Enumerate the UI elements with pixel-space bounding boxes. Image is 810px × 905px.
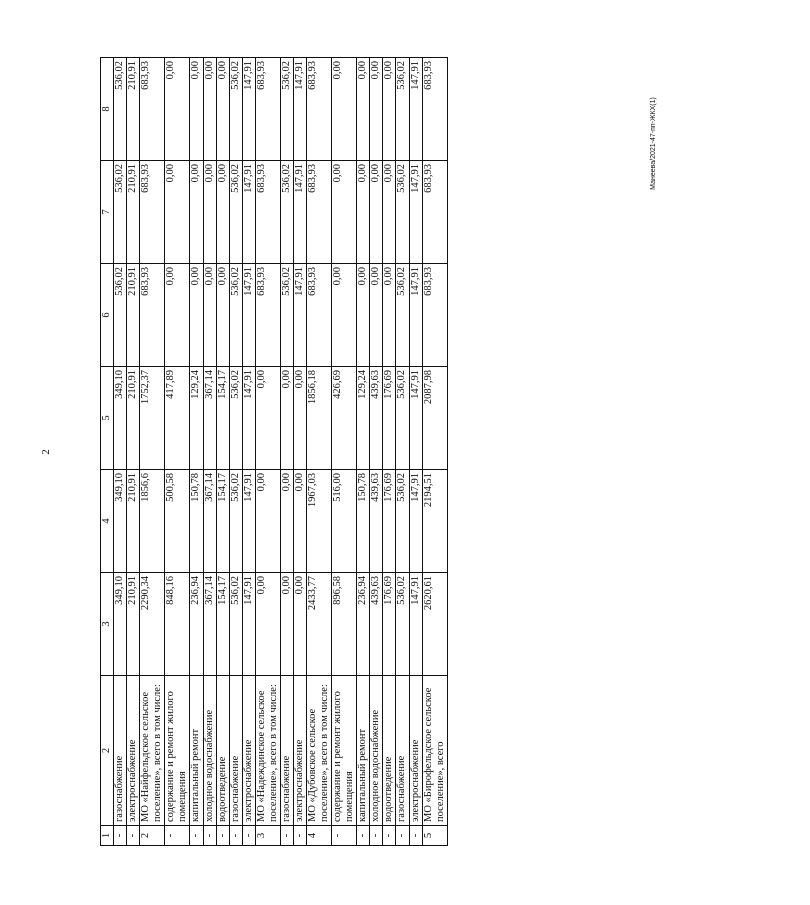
row-number: - bbox=[242, 826, 255, 846]
value-cell: 147,91 bbox=[293, 161, 306, 264]
value-cell: 0,00 bbox=[255, 470, 280, 573]
value-cell: 2620,61 bbox=[422, 573, 447, 676]
value-cell: 536,02 bbox=[229, 470, 242, 573]
value-cell: 154,17 bbox=[216, 470, 229, 573]
value-cell: 536,02 bbox=[229, 367, 242, 470]
value-cell: 439,63 bbox=[370, 573, 383, 676]
row-name: капитальный ремонт bbox=[357, 676, 370, 826]
value-cell: 150,78 bbox=[190, 470, 203, 573]
value-cell: 683,93 bbox=[422, 161, 447, 264]
value-cell: 536,02 bbox=[229, 58, 242, 161]
header-row bbox=[101, 58, 114, 846]
value-cell: 0,00 bbox=[332, 58, 357, 161]
value-cell: 536,02 bbox=[114, 58, 127, 161]
value-cell: 0,00 bbox=[216, 264, 229, 367]
value-cell: 536,02 bbox=[280, 264, 293, 367]
value-cell: 0,00 bbox=[280, 367, 293, 470]
row-number: 5 bbox=[422, 826, 447, 846]
value-cell: 147,91 bbox=[409, 58, 422, 161]
value-cell: 536,02 bbox=[396, 573, 409, 676]
row-number: - bbox=[409, 826, 422, 846]
row-number: 3 bbox=[255, 826, 280, 846]
value-cell: 349,10 bbox=[114, 573, 127, 676]
value-cell: 0,00 bbox=[383, 58, 396, 161]
data-table bbox=[100, 57, 448, 846]
row-number: - bbox=[190, 826, 203, 846]
value-cell: 683,93 bbox=[140, 58, 165, 161]
table-row bbox=[114, 58, 127, 846]
table-row bbox=[357, 58, 370, 846]
table-row bbox=[280, 58, 293, 846]
row-number: - bbox=[203, 826, 216, 846]
table-row bbox=[255, 58, 280, 846]
row-name: холодное водоснабжение bbox=[203, 676, 216, 826]
value-cell: 1856,18 bbox=[307, 367, 332, 470]
table-row bbox=[216, 58, 229, 846]
value-cell: 516,00 bbox=[332, 470, 357, 573]
table-row bbox=[190, 58, 203, 846]
value-cell: 0,00 bbox=[357, 161, 370, 264]
value-cell: 2290,34 bbox=[140, 573, 165, 676]
value-cell: 367,14 bbox=[203, 367, 216, 470]
value-cell: 0,00 bbox=[357, 58, 370, 161]
value-cell: 0,00 bbox=[280, 470, 293, 573]
row-name: электроснабжение bbox=[127, 676, 140, 826]
table-row bbox=[370, 58, 383, 846]
document-id: Манеева/2021-47-пп-ЖКХ(1) bbox=[649, 97, 657, 190]
row-name: МО «Бирофельдское сельское поселение», всего bbox=[422, 676, 447, 826]
value-cell: 147,91 bbox=[242, 161, 255, 264]
value-cell: 349,10 bbox=[114, 470, 127, 573]
row-number: - bbox=[383, 826, 396, 846]
value-cell: 1856,6 bbox=[140, 470, 165, 573]
table-rotated-container bbox=[100, 58, 810, 846]
row-name: водоотведение bbox=[216, 676, 229, 826]
value-cell: 0,00 bbox=[370, 264, 383, 367]
value-cell: 536,02 bbox=[396, 264, 409, 367]
value-cell: 426,69 bbox=[332, 367, 357, 470]
value-cell: 417,89 bbox=[165, 367, 190, 470]
value-cell: 683,93 bbox=[307, 161, 332, 264]
value-cell: 848,16 bbox=[165, 573, 190, 676]
table-row bbox=[396, 58, 409, 846]
row-name: МО «Дубовское сельское поселение», всего в том числе: bbox=[307, 676, 332, 826]
header-cell: 4 bbox=[101, 470, 114, 573]
value-cell: 0,00 bbox=[190, 161, 203, 264]
table-row bbox=[242, 58, 255, 846]
value-cell: 236,94 bbox=[190, 573, 203, 676]
value-cell: 439,63 bbox=[370, 367, 383, 470]
value-cell: 683,93 bbox=[255, 264, 280, 367]
row-name: газоснабжение bbox=[280, 676, 293, 826]
value-cell: 147,91 bbox=[293, 264, 306, 367]
row-name: электроснабжение bbox=[242, 676, 255, 826]
row-name: МО «Найфельдское сельское поселение», всего в том числе: bbox=[140, 676, 165, 826]
value-cell: 683,93 bbox=[422, 264, 447, 367]
row-number: - bbox=[280, 826, 293, 846]
row-name: газоснабжение bbox=[114, 676, 127, 826]
value-cell: 349,10 bbox=[114, 367, 127, 470]
value-cell: 147,91 bbox=[409, 573, 422, 676]
table-row bbox=[293, 58, 306, 846]
value-cell: 129,24 bbox=[357, 367, 370, 470]
value-cell: 500,58 bbox=[165, 470, 190, 573]
value-cell: 536,02 bbox=[114, 161, 127, 264]
table-row bbox=[409, 58, 422, 846]
row-name: электроснабжение bbox=[293, 676, 306, 826]
value-cell: 0,00 bbox=[255, 367, 280, 470]
value-cell: 367,14 bbox=[203, 470, 216, 573]
value-cell: 536,02 bbox=[280, 58, 293, 161]
row-name: водоотведение bbox=[383, 676, 396, 826]
value-cell: 0,00 bbox=[165, 58, 190, 161]
value-cell: 0,00 bbox=[216, 58, 229, 161]
value-cell: 210,91 bbox=[127, 58, 140, 161]
value-cell: 210,91 bbox=[127, 161, 140, 264]
value-cell: 0,00 bbox=[216, 161, 229, 264]
table-row bbox=[140, 58, 165, 846]
table-row bbox=[422, 58, 447, 846]
header-cell: 2 bbox=[101, 676, 114, 826]
row-number: 4 bbox=[307, 826, 332, 846]
value-cell: 536,02 bbox=[396, 58, 409, 161]
header-cell: 3 bbox=[101, 573, 114, 676]
value-cell: 0,00 bbox=[190, 58, 203, 161]
value-cell: 683,93 bbox=[140, 161, 165, 264]
row-name: электроснабжение bbox=[409, 676, 422, 826]
table-row bbox=[203, 58, 216, 846]
value-cell: 236,94 bbox=[357, 573, 370, 676]
row-number: - bbox=[396, 826, 409, 846]
table-row bbox=[165, 58, 190, 846]
value-cell: 683,93 bbox=[140, 264, 165, 367]
value-cell: 1967,03 bbox=[307, 470, 332, 573]
row-number: - bbox=[332, 826, 357, 846]
value-cell: 210,91 bbox=[127, 367, 140, 470]
value-cell: 0,00 bbox=[203, 58, 216, 161]
value-cell: 154,17 bbox=[216, 573, 229, 676]
row-name: газоснабжение bbox=[229, 676, 242, 826]
value-cell: 147,91 bbox=[242, 470, 255, 573]
page-number: 2 bbox=[39, 449, 52, 455]
value-cell: 0,00 bbox=[332, 264, 357, 367]
value-cell: 147,91 bbox=[409, 367, 422, 470]
row-number: - bbox=[127, 826, 140, 846]
value-cell: 536,02 bbox=[396, 161, 409, 264]
value-cell: 0,00 bbox=[370, 58, 383, 161]
value-cell: 0,00 bbox=[293, 573, 306, 676]
row-number: - bbox=[357, 826, 370, 846]
value-cell: 0,00 bbox=[370, 161, 383, 264]
row-name: холодное водоснабжение bbox=[370, 676, 383, 826]
value-cell: 2433,77 bbox=[307, 573, 332, 676]
value-cell: 683,93 bbox=[307, 58, 332, 161]
value-cell: 210,91 bbox=[127, 470, 140, 573]
value-cell: 536,02 bbox=[229, 264, 242, 367]
value-cell: 683,93 bbox=[307, 264, 332, 367]
value-cell: 0,00 bbox=[203, 264, 216, 367]
row-name: содержание и ремонт жилого помещения bbox=[165, 676, 190, 826]
value-cell: 0,00 bbox=[293, 470, 306, 573]
value-cell: 147,91 bbox=[242, 264, 255, 367]
value-cell: 210,91 bbox=[127, 264, 140, 367]
value-cell: 0,00 bbox=[190, 264, 203, 367]
header-cell: 5 bbox=[101, 367, 114, 470]
value-cell: 439,63 bbox=[370, 470, 383, 573]
table-row bbox=[229, 58, 242, 846]
value-cell: 0,00 bbox=[255, 573, 280, 676]
row-number: - bbox=[165, 826, 190, 846]
value-cell: 147,91 bbox=[409, 161, 422, 264]
value-cell: 0,00 bbox=[383, 264, 396, 367]
value-cell: 0,00 bbox=[280, 573, 293, 676]
value-cell: 536,02 bbox=[396, 367, 409, 470]
value-cell: 147,91 bbox=[242, 58, 255, 161]
value-cell: 154,17 bbox=[216, 367, 229, 470]
row-name: МО «Надеждинское сельское поселение», всего в том числе: bbox=[255, 676, 280, 826]
header-cell: 6 bbox=[101, 264, 114, 367]
value-cell: 147,91 bbox=[293, 58, 306, 161]
header-cell: 1 bbox=[101, 826, 114, 846]
value-cell: 210,91 bbox=[127, 573, 140, 676]
value-cell: 176,69 bbox=[383, 367, 396, 470]
header-cell: 8 bbox=[101, 58, 114, 161]
table-row bbox=[332, 58, 357, 846]
row-number: - bbox=[370, 826, 383, 846]
value-cell: 147,91 bbox=[242, 573, 255, 676]
value-cell: 536,02 bbox=[280, 161, 293, 264]
row-number: 2 bbox=[140, 826, 165, 846]
table-row bbox=[383, 58, 396, 846]
value-cell: 0,00 bbox=[165, 264, 190, 367]
value-cell: 2194,51 bbox=[422, 470, 447, 573]
value-cell: 0,00 bbox=[165, 161, 190, 264]
value-cell: 536,02 bbox=[396, 470, 409, 573]
value-cell: 1752,37 bbox=[140, 367, 165, 470]
value-cell: 150,78 bbox=[357, 470, 370, 573]
value-cell: 683,93 bbox=[255, 161, 280, 264]
value-cell: 147,91 bbox=[242, 367, 255, 470]
value-cell: 896,58 bbox=[332, 573, 357, 676]
row-name: газоснабжение bbox=[396, 676, 409, 826]
row-number: - bbox=[114, 826, 127, 846]
value-cell: 367,14 bbox=[203, 573, 216, 676]
value-cell: 683,93 bbox=[422, 58, 447, 161]
header-cell: 7 bbox=[101, 161, 114, 264]
row-number: - bbox=[229, 826, 242, 846]
value-cell: 0,00 bbox=[383, 161, 396, 264]
value-cell: 147,91 bbox=[409, 470, 422, 573]
value-cell: 0,00 bbox=[357, 264, 370, 367]
value-cell: 0,00 bbox=[203, 161, 216, 264]
row-number: - bbox=[216, 826, 229, 846]
value-cell: 2087,98 bbox=[422, 367, 447, 470]
value-cell: 176,69 bbox=[383, 470, 396, 573]
table-row bbox=[307, 58, 332, 846]
row-name: капитальный ремонт bbox=[190, 676, 203, 826]
value-cell: 536,02 bbox=[229, 161, 242, 264]
row-name: содержание и ремонт жилого помещения bbox=[332, 676, 357, 826]
value-cell: 0,00 bbox=[332, 161, 357, 264]
row-number: - bbox=[293, 826, 306, 846]
value-cell: 176,69 bbox=[383, 573, 396, 676]
value-cell: 147,91 bbox=[409, 264, 422, 367]
value-cell: 0,00 bbox=[293, 367, 306, 470]
value-cell: 683,93 bbox=[255, 58, 280, 161]
value-cell: 129,24 bbox=[190, 367, 203, 470]
value-cell: 536,02 bbox=[114, 264, 127, 367]
value-cell: 536,02 bbox=[229, 573, 242, 676]
table-row bbox=[127, 58, 140, 846]
